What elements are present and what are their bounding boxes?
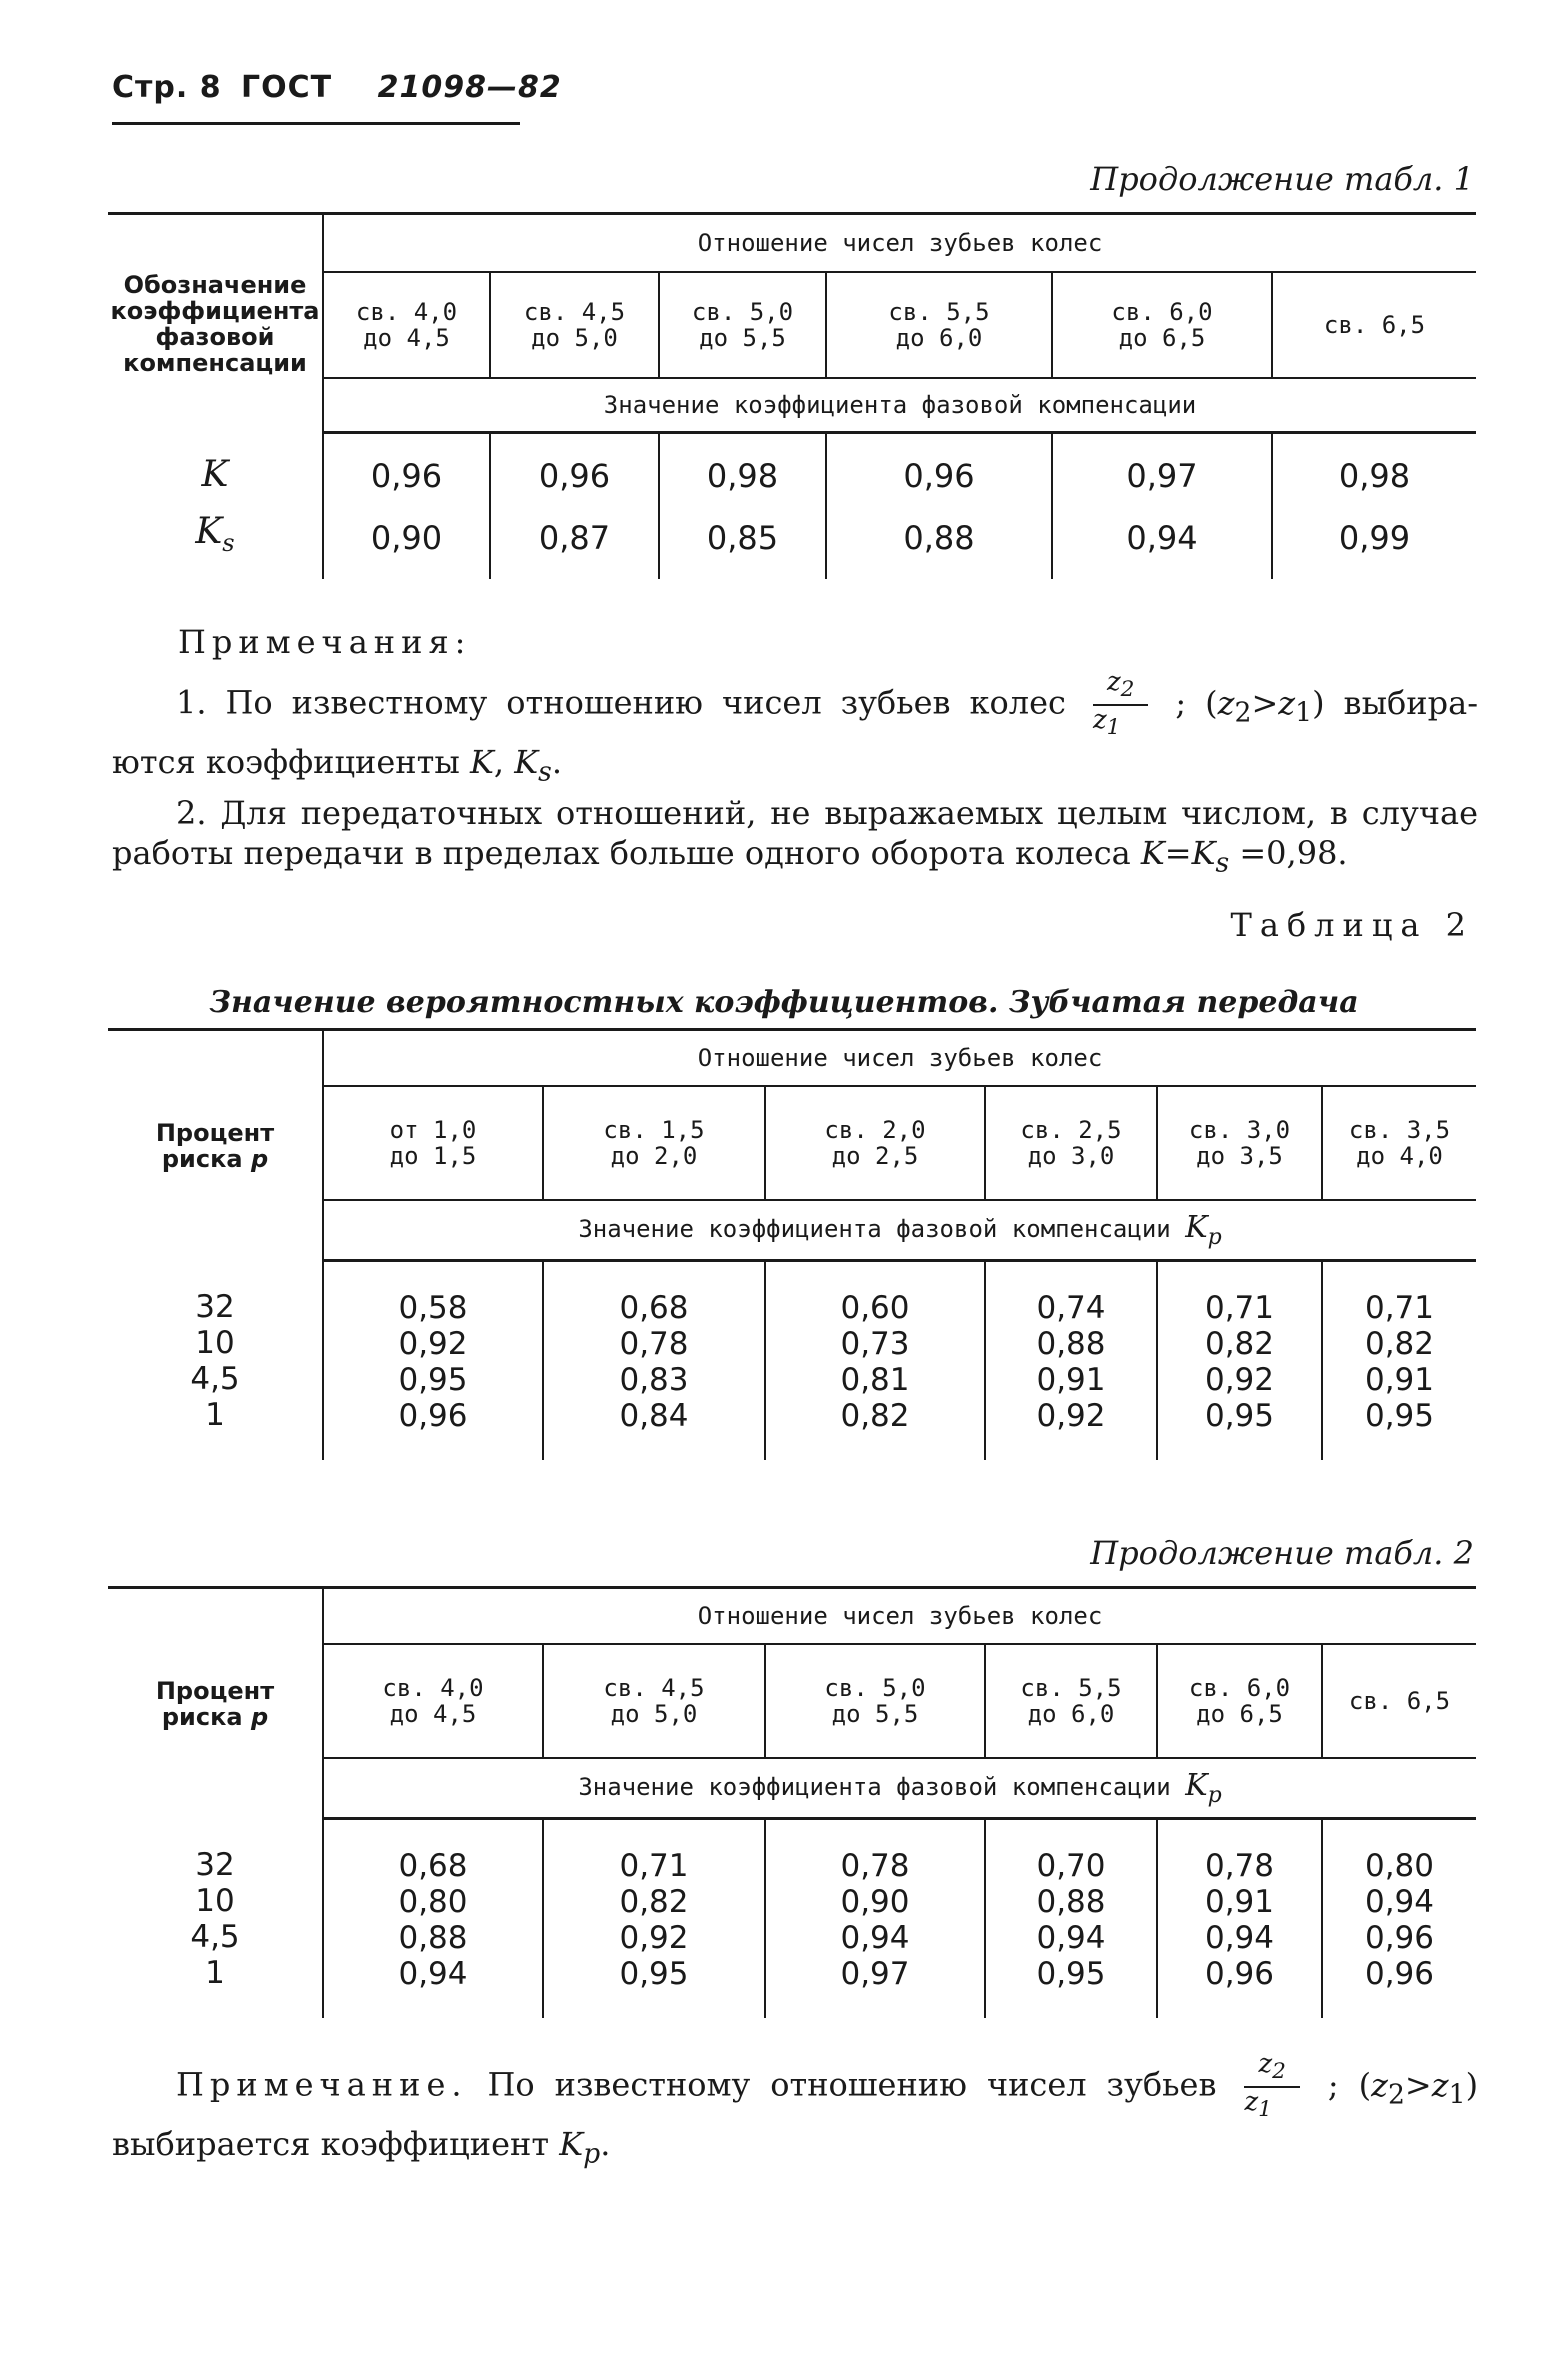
table2-col-header: св. 1,5 до 2,0	[543, 1086, 765, 1200]
table2b-value-column: 0,71 0,82 0,92 0,95	[543, 1819, 765, 2019]
table1-cell: 0,85	[659, 504, 826, 579]
ratio-fraction: $\frac{z_2}{z_1}$	[1093, 668, 1148, 742]
page-header	[112, 70, 562, 105]
table2-value-column: 0,60 0,73 0,81 0,82	[765, 1261, 985, 1461]
table1-cell: 0,98	[1272, 433, 1476, 505]
table1-cell: 0,97	[1052, 433, 1272, 505]
table2-value-column: 0,68 0,78 0,83 0,84	[543, 1261, 765, 1461]
table2-percent-column: 32 10 4,5 1	[108, 1261, 323, 1461]
note-text: Примечание. По известному отношению чисел зубьев $\frac{z_2}{z_1}$ ; $(z_2>z_1)$	[176, 2049, 1479, 2123]
table1-col-header: св. 5,5 до 6,0	[826, 272, 1052, 378]
table2-col-header: св. 2,0 до 2,5	[765, 1086, 985, 1200]
table1-col-header: св. 5,0 до 5,5	[659, 272, 826, 378]
table2-value-header: Значение коэффициента фазовой компенсации $K_p$	[323, 1200, 1476, 1261]
table1-row-header: Обозначение коэффициента фазовой компенсации	[108, 214, 323, 433]
table2b-value-column: 0,70 0,88 0,94 0,95	[985, 1819, 1157, 2019]
table2-value-column: 0,58 0,92 0,95 0,96	[398, 1290, 468, 1434]
table1-cell: 0,96	[490, 433, 659, 505]
table2-group-header: Отношение чисел зубьев колес	[323, 1030, 1476, 1087]
table2b-col-header: св. 6,0 до 6,5	[1157, 1644, 1322, 1758]
table2b-value-header: Значение коэффициента фазовой компенсации $K_p$	[323, 1758, 1476, 1819]
table2-continued	[108, 1586, 1476, 2018]
table2b-value-column: 0,78 0,90 0,94 0,97	[765, 1819, 985, 2019]
table2b-col-header: св. 4,0 до 4,5	[323, 1644, 543, 1758]
table1-symbol-Ks: $K_s$	[108, 504, 323, 579]
table1-continuation-label: Продолжение табл. 1	[1090, 160, 1474, 198]
table1-group-header: Отношение чисел зубьев колес	[323, 214, 1476, 273]
table2b-group-header: Отношение чисел зубьев колес	[323, 1588, 1476, 1645]
ratio-fraction: $\frac{z_2}{z_1}$	[1244, 2050, 1299, 2124]
table1-symbol-K: K	[108, 433, 323, 505]
notes-title: Примечания:	[178, 623, 472, 661]
table2b-col-header: св. 4,5 до 5,0	[543, 1644, 765, 1758]
table1	[108, 212, 1476, 579]
table2-note	[112, 2050, 1478, 2175]
table2-col-header: св. 3,0 до 3,5	[1157, 1086, 1322, 1200]
table1-col-header: св. 4,0 до 4,5	[323, 272, 490, 378]
table1-cell: 0,96	[826, 433, 1052, 505]
table2-col-header: от 1,0 до 1,5	[323, 1086, 543, 1200]
table2-col-header: св. 3,5 до 4,0	[1322, 1086, 1476, 1200]
table2-continuation-label: Продолжение табл. 2	[1090, 1534, 1474, 1572]
table2-row-header: Процент риска p	[108, 1030, 323, 1261]
table2b-col-header: св. 6,5	[1322, 1644, 1476, 1758]
note-2-continuation: работы передачи в пределах больше одного оборота колеса $K=K_s =0,98$.	[112, 833, 1348, 879]
table1-cell: 0,99	[1272, 504, 1476, 579]
table2b-value-column: 0,78 0,91 0,94 0,96	[1157, 1819, 1322, 2019]
table2b-col-header: св. 5,0 до 5,5	[765, 1644, 985, 1758]
table1-col-header: св. 4,5 до 5,0	[490, 272, 659, 378]
note-1-continuation: ются коэффициенты K, $K_s$.	[112, 743, 562, 788]
table2b-percent-column: 32 10 4,5 1	[108, 1819, 323, 2019]
note-text-continuation: выбирается коэффициент $K_p$.	[112, 2125, 611, 2170]
table1-cell: 0,90	[370, 518, 443, 557]
header-rule	[112, 122, 520, 125]
note-1: 1. По известному отношению чисел зубьев колес $\frac{z_2}{z_1}$ ; $(z_2>z_1)$ выбира-	[176, 667, 1479, 741]
table2-value-column: 0,71 0,82 0,91 0,95	[1322, 1261, 1476, 1461]
table2-value-column: 0,74 0,88 0,91 0,92	[985, 1261, 1157, 1461]
table2b-value-column: 0,80 0,94 0,96 0,96	[1322, 1819, 1476, 2019]
table2-caption: Таблица 2	[1230, 906, 1474, 944]
table1-cell: 0,98	[659, 433, 826, 505]
table2-value-column: 0,71 0,82 0,92 0,95	[1157, 1261, 1322, 1461]
table2	[108, 1028, 1476, 1460]
table1-cell: 0,88	[826, 504, 1052, 579]
table1-cell: 0,87	[490, 504, 659, 579]
table2-title: Значение вероятностных коэффициентов. Зубчатая передача	[209, 985, 1359, 1020]
page-number: Стр. 8	[112, 70, 222, 105]
table1-notes	[112, 622, 1478, 883]
table2-col-header: св. 2,5 до 3,0	[985, 1086, 1157, 1200]
table1-col-header: св. 6,5	[1272, 272, 1476, 378]
table2b-value-column: 0,68 0,80 0,88 0,94	[398, 1848, 468, 1992]
note-2: 2. Для передаточных отношений, не выражаемых целым числом, в случае	[176, 793, 1478, 832]
standard-number: 21098—82	[377, 70, 562, 105]
table1-value-header: Значение коэффициента фазовой компенсации	[323, 378, 1476, 433]
standard-label: ГОСТ	[241, 70, 333, 105]
table2b-row-header: Процент риска p	[108, 1588, 323, 1819]
table1-col-header: св. 6,0 до 6,5	[1052, 272, 1272, 378]
table2b-col-header: св. 5,5 до 6,0	[985, 1644, 1157, 1758]
table1-cell: 0,96	[370, 457, 443, 495]
table1-cell: 0,94	[1052, 504, 1272, 579]
